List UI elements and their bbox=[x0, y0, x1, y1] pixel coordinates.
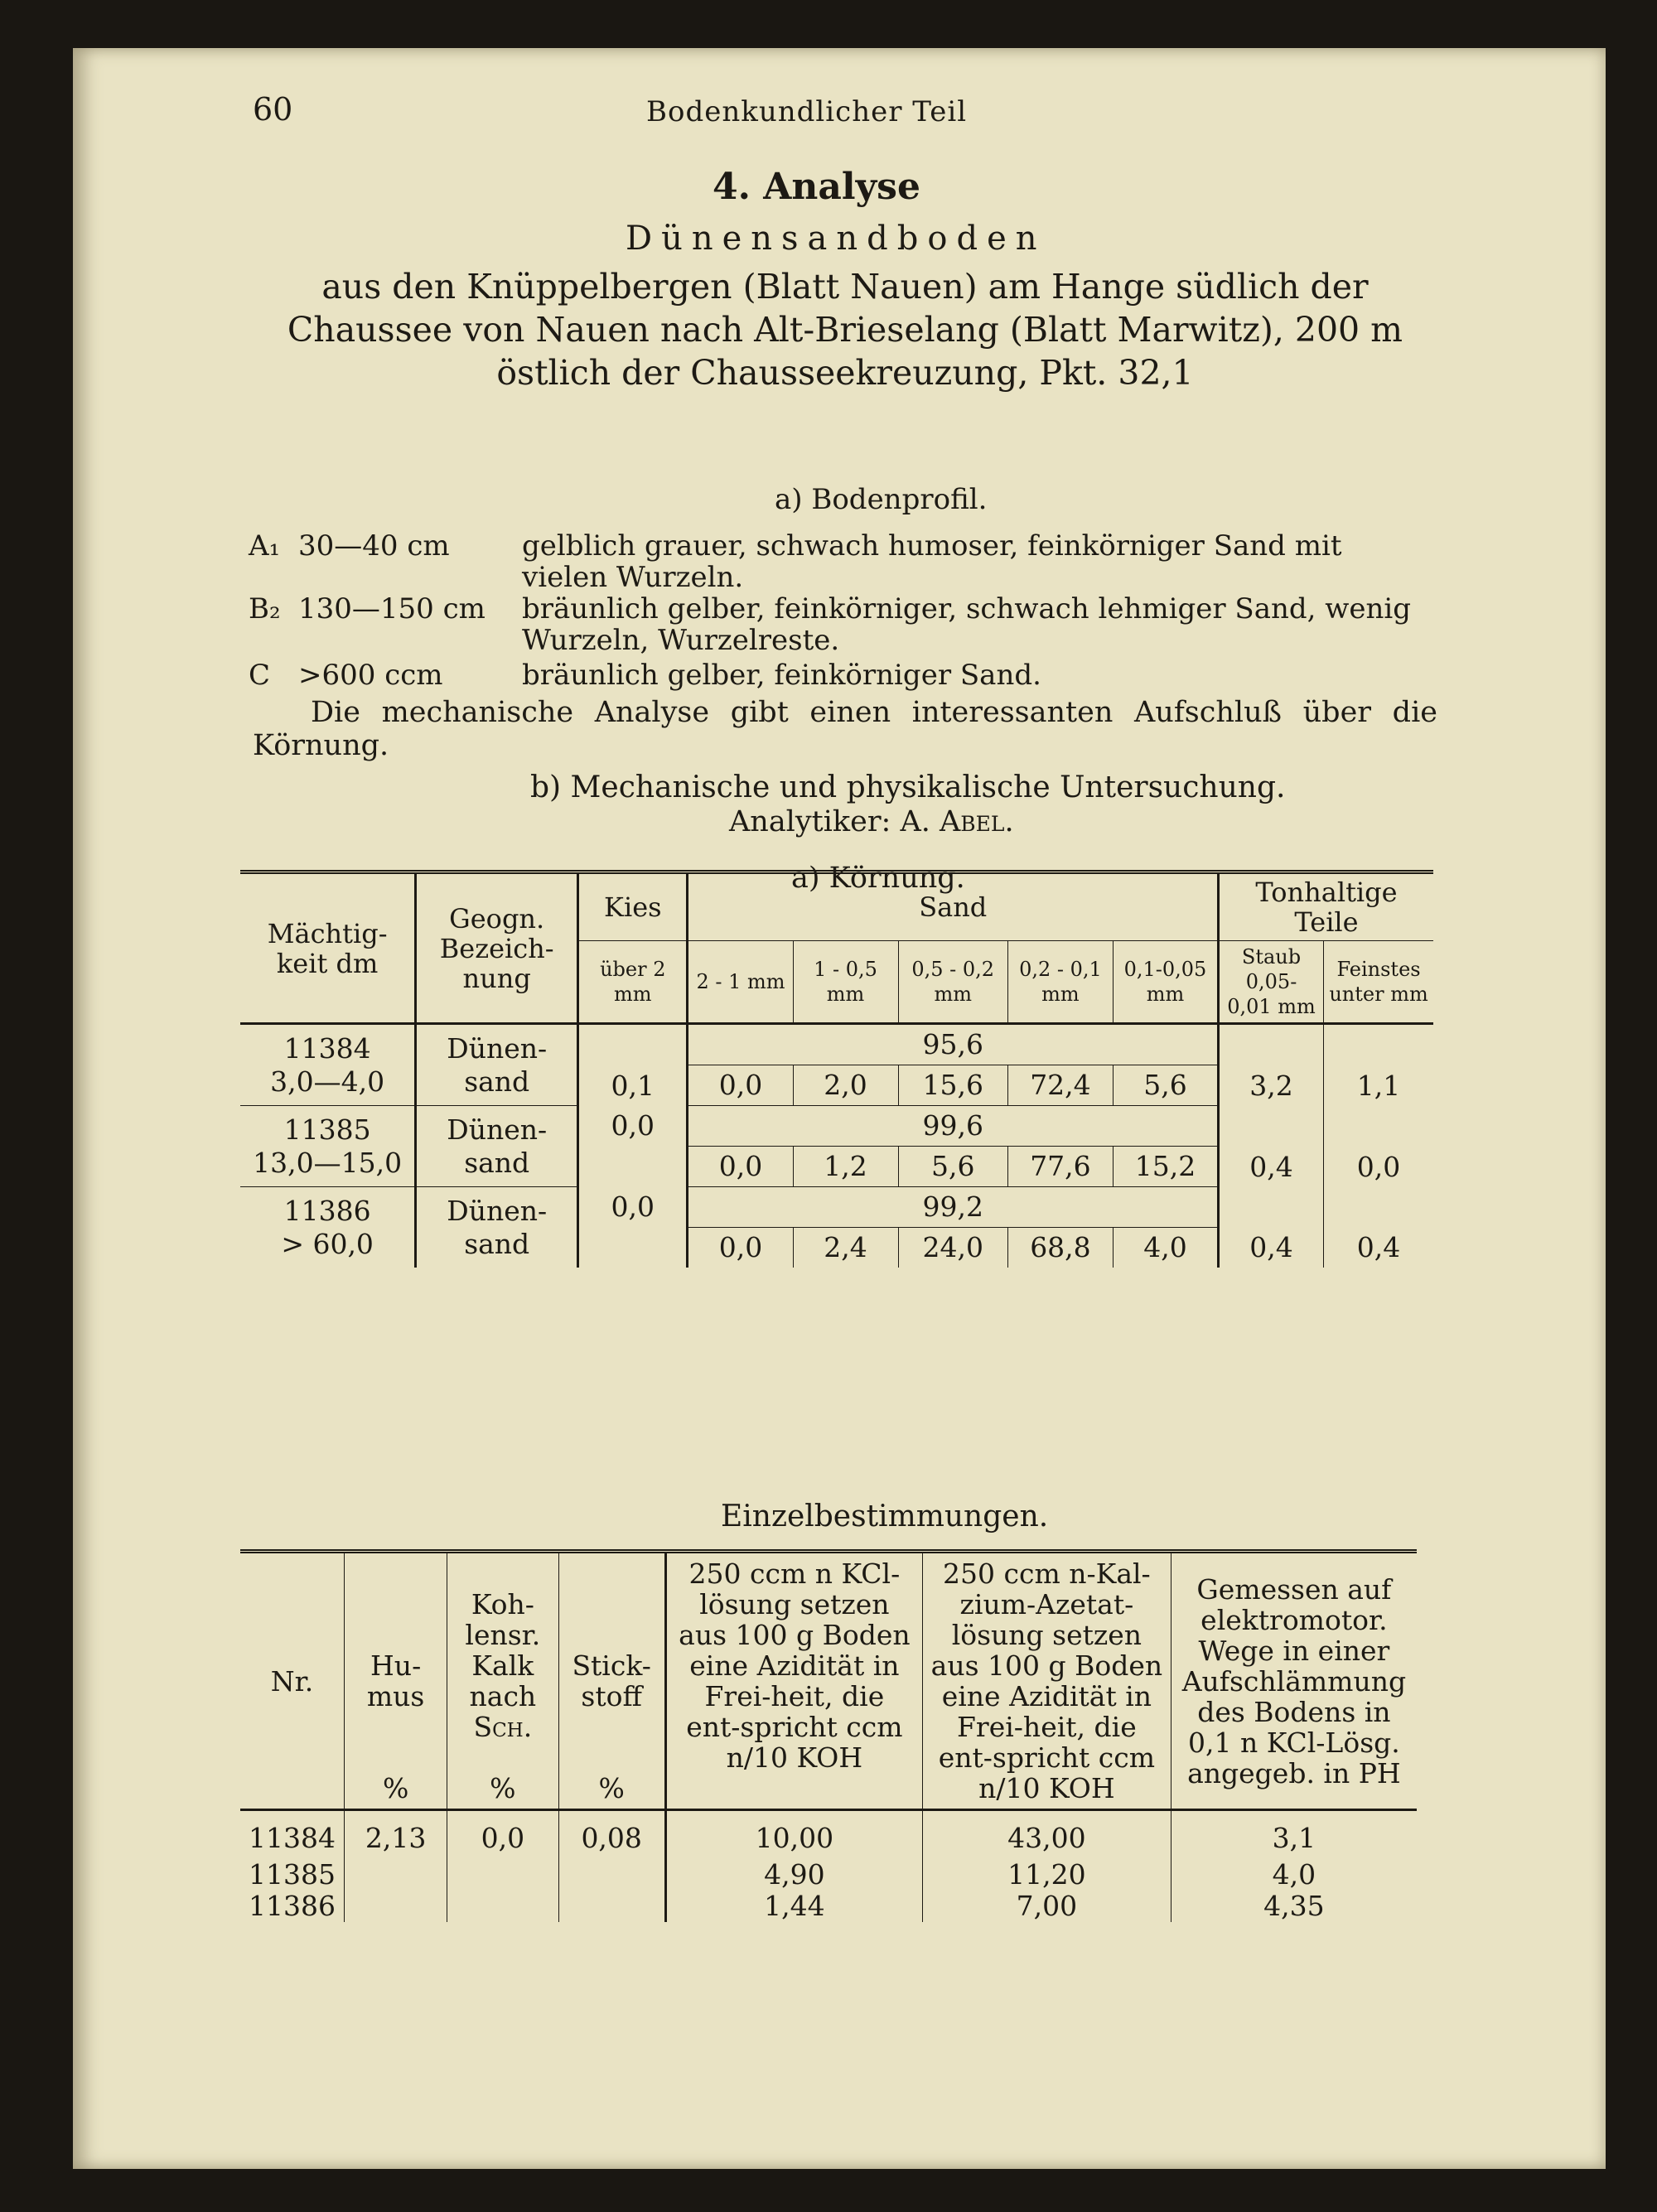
horizon-code: B₂ bbox=[249, 592, 281, 625]
page-number: 60 bbox=[253, 91, 293, 128]
sand-fraction-cell: 0,0 bbox=[688, 1147, 793, 1187]
kies-cell: 0,0 bbox=[578, 1106, 688, 1187]
sand-header: Sand bbox=[688, 872, 1219, 941]
intro-paragraph: aus den Knüppelbergen (Blatt Nauen) am Hange südlich der Chaussee von Nauen nach Alt-Brieselang (Blatt Marwitz), 200 m östlich der Chausseekreuzung, Pkt. 32,1 bbox=[287, 267, 1403, 393]
sand-fraction-header: 1 - 0,5 mm bbox=[793, 941, 898, 1024]
sample-id: 11385 bbox=[283, 1113, 371, 1146]
horizon-code: A₁ bbox=[249, 529, 281, 563]
geogn-cell: Dünen-sand bbox=[416, 1187, 578, 1268]
section-title: 4. Analyse bbox=[713, 166, 920, 208]
sand-fraction-cell: 0,0 bbox=[688, 1065, 793, 1106]
sand-fraction-cell: 2,0 bbox=[793, 1065, 898, 1106]
table-row bbox=[240, 1106, 1433, 1147]
running-head: Bodenkundlicher Teil bbox=[646, 95, 968, 128]
kcl-cell: 10,00 bbox=[665, 1810, 922, 1860]
sand-total-cell: 99,2 bbox=[688, 1187, 1219, 1228]
nr-cell: 11385 bbox=[240, 1859, 345, 1891]
mechanical-heading: b) Mechanische und physikalische Untersuchung. bbox=[530, 770, 1286, 804]
horizon-description: bräunlich gelber, feinkörniger, schwach lehmiger Sand, wenig Wurzeln, Wurzelreste. bbox=[522, 592, 1412, 657]
sample-depth: 3,0—4,0 bbox=[270, 1065, 385, 1098]
horizon-description: gelblich grauer, schwach humoser, feinkörniger Sand mit vielen Wurzeln. bbox=[522, 529, 1342, 594]
kalk-method-abbr: Sch. bbox=[473, 1711, 533, 1743]
sand-fraction-cell: 5,6 bbox=[898, 1147, 1007, 1187]
sand-fraction-header: 0,5 - 0,2 mm bbox=[898, 941, 1007, 1024]
geogn-cell: Dünen-sand bbox=[416, 1024, 578, 1106]
kcl-header: 250 ccm n KCl-lösung setzen aus 100 g Boden eine Azidität in Frei-heit, die ent-spricht ccm n/10 KOH bbox=[665, 1552, 922, 1810]
sand-fraction-cell: 68,8 bbox=[1007, 1228, 1113, 1268]
feinstes-cell: 0,4 bbox=[1356, 1231, 1401, 1263]
stickstoff-cell bbox=[558, 1891, 665, 1922]
geogn-cell: Dünen-sand bbox=[416, 1106, 578, 1187]
kazetat-cell: 43,00 bbox=[922, 1810, 1171, 1860]
feinstes-cell: 0,0 bbox=[1356, 1150, 1401, 1183]
bodenprofil-heading: a) Bodenprofil. bbox=[775, 483, 988, 516]
percent-unit: % bbox=[490, 1772, 516, 1804]
table-row bbox=[240, 1859, 1417, 1891]
sand-fraction-header: 0,1-0,05 mm bbox=[1113, 941, 1218, 1024]
sand-fraction-cell: 4,0 bbox=[1113, 1228, 1218, 1268]
profile-row bbox=[249, 659, 1433, 693]
sand-fraction-cell: 77,6 bbox=[1007, 1147, 1113, 1187]
feinstes-cell: 1,1 bbox=[1356, 1069, 1401, 1102]
humus-cell bbox=[345, 1859, 447, 1891]
stickstoff-header bbox=[558, 1552, 665, 1810]
horizon-depth: >600 ccm bbox=[298, 659, 443, 692]
single-header-row bbox=[240, 1552, 1417, 1810]
horizon-code: C bbox=[249, 659, 271, 692]
stickstoff-cell: 0,08 bbox=[558, 1810, 665, 1860]
kalk-header bbox=[447, 1552, 558, 1810]
kalk-cell bbox=[447, 1891, 558, 1922]
staub-cell: 0,4 bbox=[1219, 1106, 1324, 1187]
kies-cell: 0,1 bbox=[578, 1024, 688, 1106]
sand-fraction-cell: 24,0 bbox=[898, 1228, 1007, 1268]
analyst-name: Abel. bbox=[940, 805, 1014, 838]
staub-cell: 0,4 bbox=[1219, 1187, 1324, 1268]
sample-depth: > 60,0 bbox=[281, 1227, 374, 1260]
sand-fraction-header: 2 - 1 mm bbox=[688, 941, 793, 1024]
kalk-label: Koh-lensr. Kalk nach bbox=[465, 1588, 541, 1712]
kazetat-header: 250 ccm n-Kal-zium-Azetat-lösung setzen aus 100 g Boden eine Azidität in Frei-heit, die ent-spricht ccm n/10 KOH bbox=[922, 1552, 1171, 1810]
ton-header: Tonhaltige Teile bbox=[1219, 872, 1434, 941]
mechanical-analysis-paragraph: Die mechanische Analyse gibt einen interessanten Aufschluß über die Körnung. bbox=[253, 696, 1437, 762]
percent-unit: % bbox=[382, 1772, 409, 1804]
profile-row bbox=[249, 530, 1433, 593]
stickstoff-cell bbox=[558, 1859, 665, 1891]
nr-cell: 11384 bbox=[240, 1810, 345, 1860]
ph-cell: 4,0 bbox=[1272, 1858, 1316, 1891]
section-subtitle: Dünensandboden bbox=[626, 220, 1046, 258]
grain-header-row bbox=[240, 872, 1433, 941]
sand-total-cell: 99,6 bbox=[688, 1106, 1219, 1147]
single-determinations-table bbox=[240, 1549, 1417, 1922]
horizon-depth: 30—40 cm bbox=[298, 529, 450, 563]
geogn-header: Geogn. Bezeich-nung bbox=[416, 872, 578, 1024]
ph-cell: 3,1 bbox=[1272, 1822, 1316, 1854]
kalk-cell: 0,0 bbox=[447, 1810, 558, 1860]
nr-cell: 11386 bbox=[240, 1891, 345, 1922]
sample-depth: 13,0—15,0 bbox=[253, 1146, 403, 1179]
humus-header bbox=[345, 1552, 447, 1810]
sand-fraction-cell: 0,0 bbox=[688, 1228, 793, 1268]
stickstoff-label: Stick-stoff bbox=[572, 1649, 651, 1712]
sand-fraction-cell: 72,4 bbox=[1007, 1065, 1113, 1106]
grain-size-table bbox=[240, 870, 1433, 1268]
profile-row bbox=[249, 593, 1433, 656]
sand-fraction-cell: 1,2 bbox=[793, 1147, 898, 1187]
koernung-heading: a) Körnung. bbox=[791, 862, 965, 895]
sand-total-cell: 95,6 bbox=[688, 1024, 1219, 1065]
kcl-cell: 1,44 bbox=[665, 1891, 922, 1922]
sand-fraction-cell: 15,2 bbox=[1113, 1147, 1218, 1187]
sand-fraction-cell: 5,6 bbox=[1113, 1065, 1218, 1106]
sample-id: 11384 bbox=[283, 1031, 371, 1065]
humus-label: Hu-mus bbox=[366, 1649, 425, 1712]
sand-fraction-cell: 2,4 bbox=[793, 1228, 898, 1268]
ph-header: Gemessen auf elektromotor. Wege in einer Aufschlämmung des Bodens in 0,1 n KCl-Lösg. angegeb. in PH bbox=[1171, 1552, 1417, 1810]
table-row bbox=[240, 1024, 1433, 1065]
kies-cell: 0,0 bbox=[578, 1187, 688, 1268]
sample-cell bbox=[240, 1187, 416, 1268]
kazetat-cell: 7,00 bbox=[922, 1891, 1171, 1922]
sample-cell bbox=[240, 1106, 416, 1187]
humus-cell bbox=[345, 1891, 447, 1922]
analyst-label: Analytiker: A. bbox=[729, 805, 930, 838]
humus-cell: 2,13 bbox=[345, 1810, 447, 1860]
analyst-line bbox=[729, 805, 1014, 838]
feinstes-header: Feinstes unter mm bbox=[1324, 941, 1433, 1024]
kcl-cell: 4,90 bbox=[665, 1859, 922, 1891]
horizon-depth: 130—150 cm bbox=[298, 592, 486, 625]
table-row bbox=[240, 1891, 1417, 1922]
sample-id: 11386 bbox=[283, 1194, 371, 1227]
horizon-description: bräunlich gelber, feinkörniger Sand. bbox=[522, 659, 1041, 692]
percent-unit: % bbox=[598, 1772, 625, 1804]
sand-fraction-header: 0,2 - 0,1 mm bbox=[1007, 941, 1113, 1024]
einzelbestimmungen-title: Einzelbestimmungen. bbox=[721, 1500, 1049, 1533]
kies-subheader: über 2 mm bbox=[578, 941, 688, 1024]
sample-cell bbox=[240, 1024, 416, 1106]
kazetat-cell: 11,20 bbox=[922, 1859, 1171, 1891]
kies-header: Kies bbox=[578, 872, 688, 941]
kalk-cell bbox=[447, 1859, 558, 1891]
table-row bbox=[240, 1187, 1433, 1228]
staub-header: Staub 0,05-0,01 mm bbox=[1219, 941, 1324, 1024]
sand-fraction-cell: 15,6 bbox=[898, 1065, 1007, 1106]
ph-cell: 4,35 bbox=[1263, 1890, 1325, 1922]
thickness-header: Mächtig-keit dm bbox=[240, 872, 416, 1024]
staub-cell: 3,2 bbox=[1219, 1024, 1324, 1106]
nr-header: Nr. bbox=[240, 1552, 345, 1810]
table-row bbox=[240, 1810, 1417, 1860]
